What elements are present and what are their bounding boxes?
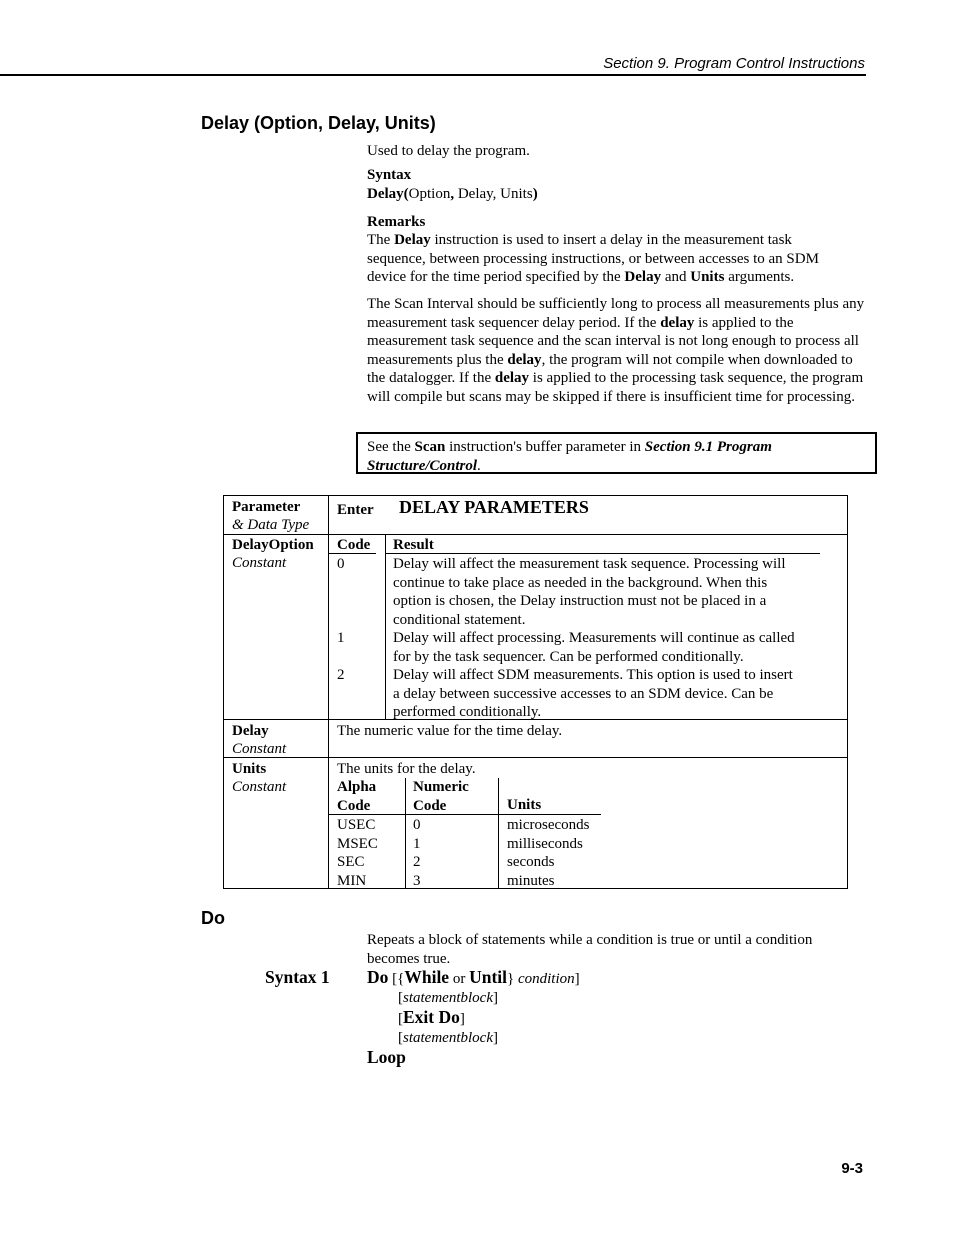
table-rule — [224, 757, 847, 758]
units-alpha-column — [337, 816, 378, 890]
syntax-1-label: Syntax 1 — [265, 967, 330, 987]
note-text: See the Scan instruction's buffer parameter in Section 9.1 Program Structure/Control. — [367, 439, 772, 474]
delay-syntax — [367, 185, 867, 204]
option-result: Delay will affect processing. Measurements will continue as called for by the task sequencer. Can be performed conditionally. — [393, 630, 795, 665]
syntax-keyword: Delay( — [367, 186, 409, 202]
keyword-loop: Loop — [367, 1047, 406, 1067]
section-reference: Section 9.1 Program Structure/Control — [367, 439, 772, 474]
table-cell: MIN — [337, 872, 367, 889]
units-numeric-column — [413, 816, 421, 890]
table-cell: microseconds — [507, 817, 590, 833]
header-datatype: & Data Type — [232, 517, 310, 533]
table-title: DELAY PARAMETERS — [399, 497, 589, 517]
option-result: Delay will affect the measurement task sequence. Processing will continue to take place as needed in the background. When this option is chosen, the Delay instruction must not be placed in a conditional statement. — [393, 556, 786, 628]
units-name-column — [507, 816, 589, 890]
table-cell: USEC — [337, 817, 376, 833]
keyword-while: While — [404, 967, 450, 987]
result-header: Result — [393, 537, 434, 553]
option-code: 2 — [337, 667, 345, 683]
syntax-arg-option: Option — [408, 186, 451, 202]
keyword-until: Until — [469, 967, 508, 987]
do-syntax-line-1: Do [{While or Until} condition] — [367, 967, 580, 987]
header-rule — [0, 74, 866, 76]
table-cell: 0 — [413, 817, 421, 833]
code-header: Code — [337, 537, 371, 553]
units-column-rule — [405, 778, 406, 888]
param-type-delayoption: Constant — [232, 555, 287, 571]
section-heading-delay: Delay (Option, Delay, Units) — [201, 113, 436, 133]
keyword-exit-do: Exit Do — [403, 1007, 460, 1027]
param-type-delay: Constant — [232, 741, 287, 757]
syntax-condition: condition — [517, 971, 575, 987]
table-column-rule — [328, 496, 329, 888]
parameter-table — [223, 495, 848, 889]
param-name-delayoption: DelayOption — [232, 537, 314, 553]
do-syntax-exit-do: [Exit Do] — [398, 1007, 465, 1027]
param-name-units: Units — [232, 761, 267, 777]
table-cell: milliseconds — [507, 835, 583, 852]
syntax-close: ) — [532, 186, 538, 202]
syntax-label: Syntax — [367, 167, 412, 183]
do-syntax-statementblock: [statementblock] — [398, 990, 498, 1006]
header-parameter: Parameter — [232, 499, 301, 515]
section-heading-do: Do — [201, 908, 225, 928]
delay-intro: Used to delay the program. — [367, 143, 530, 159]
table-cell: MSEC — [337, 835, 378, 852]
units-header-alpha: Alpha Code — [337, 779, 377, 814]
table-cell: seconds — [507, 854, 555, 870]
param-desc-units: The units for the delay. — [337, 761, 476, 777]
units-header-units: Units — [507, 797, 542, 813]
param-type-units: Constant — [232, 779, 287, 795]
note-box — [356, 432, 877, 474]
result-header-rule — [385, 553, 820, 554]
remarks-paragraph-2: The Scan Interval should be sufficiently long to process all measurements plus any measurement task sequencer delay period. If the delay is applied to the measurement task sequence and the scan interval is not long enough to process all measurements plus the delay, the program will not compile when downloaded to the datalogger. If the delay is applied to the processing task sequence, the program will compile but scans may be skipped if there is insufficient time for processing. — [367, 296, 865, 405]
table-cell: 2 — [413, 854, 421, 870]
keyword-do: Do — [367, 967, 389, 987]
table-cell: minutes — [507, 872, 555, 889]
option-code: 0 — [337, 556, 345, 572]
remarks-paragraph-1: The Delay instruction is used to insert a delay in the measurement task sequence, between processing instructions, or between accesses to an SDM device for the time period specified by the Delay and Units arguments. — [367, 232, 819, 285]
table-cell: 1 — [413, 835, 421, 852]
table-rule — [224, 534, 847, 535]
code-header-rule — [328, 553, 376, 554]
option-result: Delay will affect SDM measurements. This option is used to insert a delay between successive accesses to an SDM device. Can be performed conditionally. — [393, 667, 793, 720]
param-desc-delay: The numeric value for the time delay. — [337, 723, 563, 739]
do-syntax-statementblock: [statementblock] — [398, 1030, 498, 1046]
do-intro: Repeats a block of statements while a condition is true or until a condition becomes true. — [367, 932, 813, 967]
table-cell: 3 — [413, 872, 421, 889]
table-cell: SEC — [337, 854, 365, 870]
code-column-rule — [385, 534, 386, 719]
running-header: Section 9. Program Control Instructions — [603, 55, 865, 72]
syntax-args: Delay, Units — [454, 186, 533, 202]
units-column-rule — [498, 778, 499, 888]
syntax-comma: , — [450, 186, 455, 202]
page-number: 9-3 — [841, 1160, 863, 1177]
param-name-delay: Delay — [232, 723, 269, 739]
header-enter: Enter — [337, 502, 374, 518]
remarks-label: Remarks — [367, 214, 426, 230]
option-code: 1 — [337, 630, 345, 646]
units-header-numeric: Numeric Code — [413, 779, 469, 814]
